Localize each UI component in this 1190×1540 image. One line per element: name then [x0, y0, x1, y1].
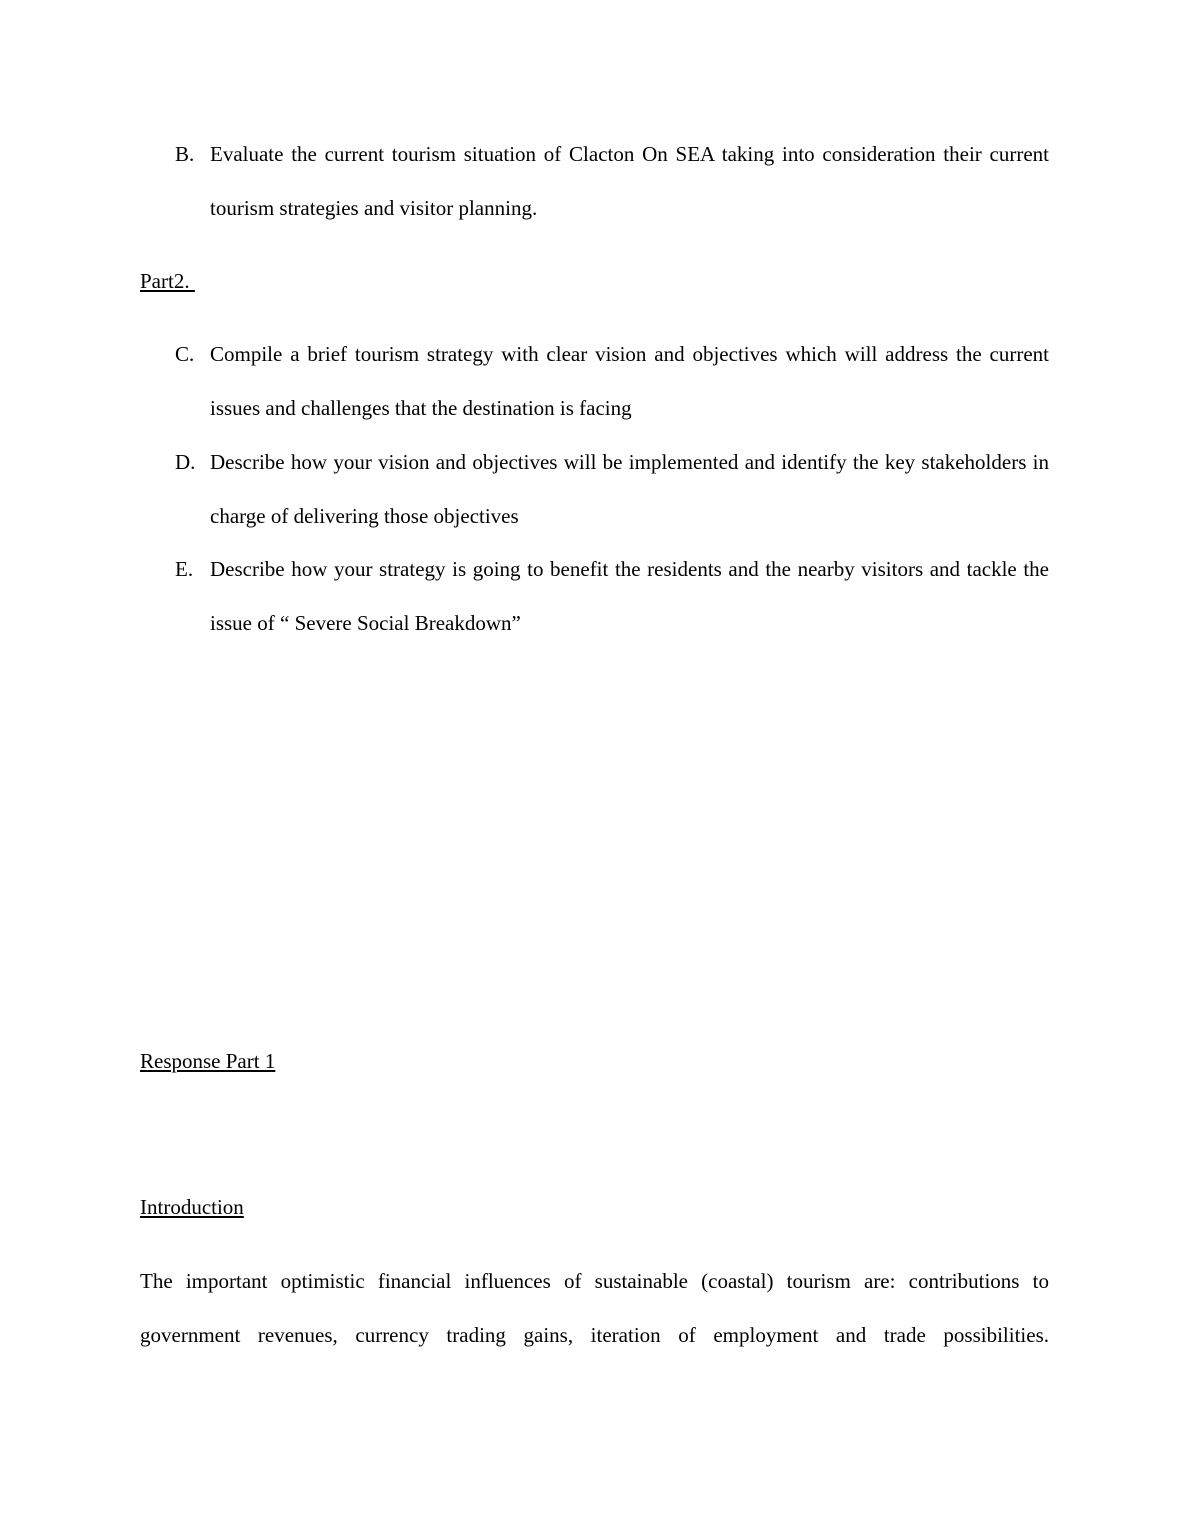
list-item-text: Evaluate the current tourism situation of Clacton On SEA taking into consideration their current tourism strategies and visitor planning. [210, 142, 1049, 220]
list-item-c [175, 327, 1049, 435]
list-item-text: Compile a brief tourism strategy with clear vision and objectives which will address the current issues and challenges that the destination is facing [210, 342, 1049, 420]
list-marker: B. [175, 142, 195, 166]
introduction-heading: Introduction [140, 1195, 244, 1219]
response-heading: Response Part 1 [140, 1049, 276, 1073]
list-marker: E. [175, 557, 194, 581]
list-item-b [175, 127, 1049, 235]
list-marker: D. [175, 450, 196, 474]
part2-heading: Part2. [140, 269, 195, 293]
list-item-text: Describe how your strategy is going to benefit the residents and the nearby visitors and tackle the issue of “ Severe Social Breakdown” [210, 557, 1049, 635]
intro-paragraph: The important optimistic financial influences of sustainable (coastal) tourism are: contributions to government revenues, currency trading gains, iteration of employment and trade possibilities. [140, 1269, 1049, 1347]
list-marker: C. [175, 342, 195, 366]
list-item-d [175, 435, 1049, 543]
list-item-text: Describe how your vision and objectives will be implemented and identify the key stakeholders in charge of delivering those objectives [210, 450, 1049, 528]
list-item-e [175, 542, 1049, 650]
